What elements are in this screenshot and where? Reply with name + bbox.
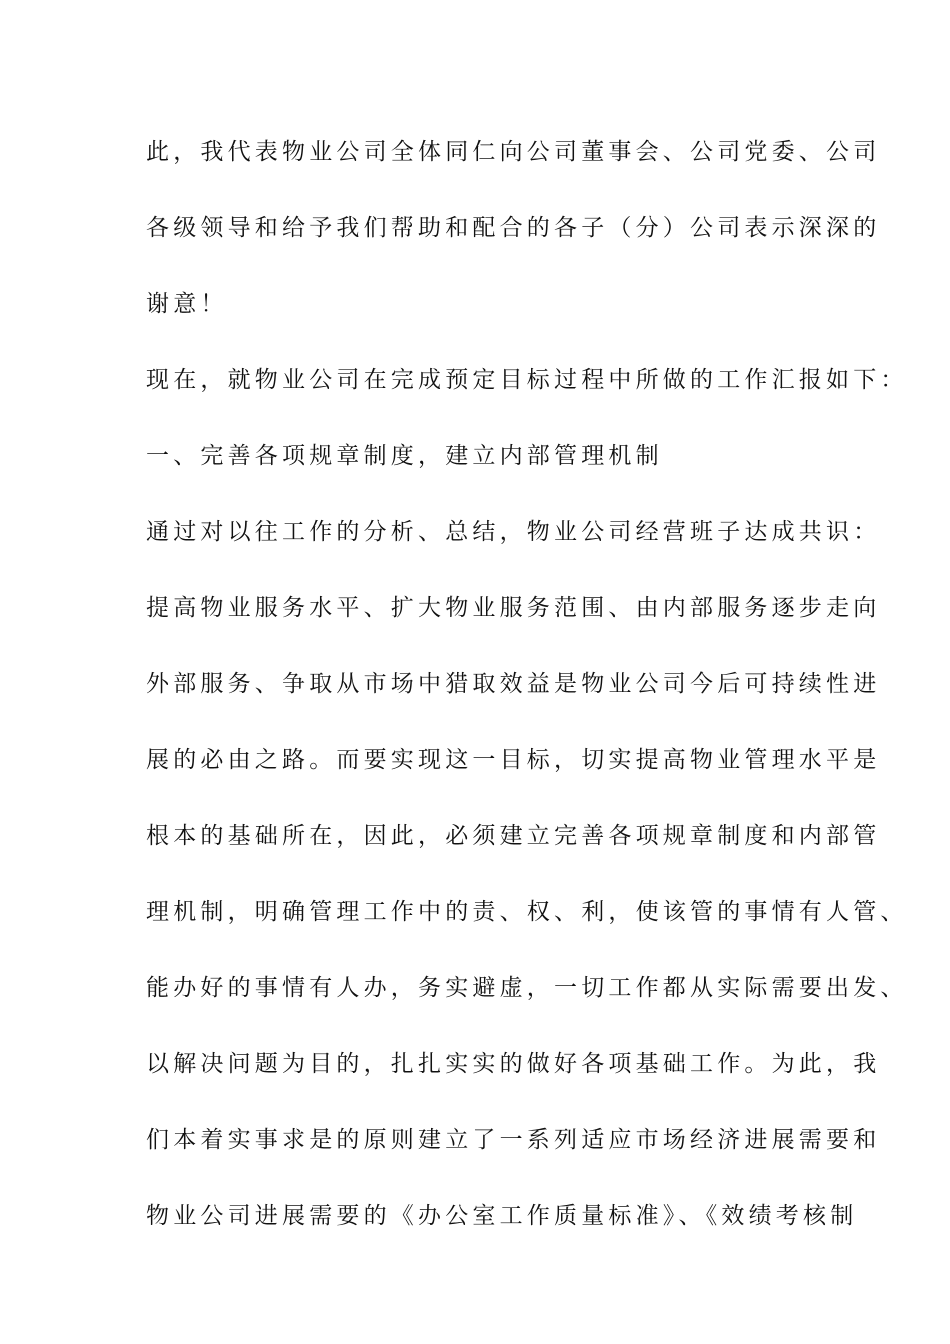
section-heading-1: 一、完善各项规章制度，建立内部管理机制 — [146, 443, 663, 469]
text-line-2: 各级领导和给予我们帮助和配合的各子（分）公司表示深深的 — [146, 215, 881, 241]
text-line-9: 展的必由之路。而要实现这一目标，切实提高物业管理水平是 — [146, 747, 881, 773]
text-line-15: 物业公司进展需要的《办公室工作质量标准》、《效绩考核制 — [146, 1203, 858, 1229]
text-line-4: 现在，就物业公司在完成预定目标过程中所做的工作汇报如下： — [146, 367, 908, 393]
body-text — [146, 132, 908, 1272]
text-line-13: 以解决问题为目的，扎扎实实的做好各项基础工作。为此，我 — [146, 1051, 881, 1077]
text-line-10: 根本的基础所在，因此，必须建立完善各项规章制度和内部管 — [146, 823, 881, 849]
text-line-3: 谢意！ — [146, 291, 228, 317]
text-line-6: 通过对以往工作的分析、总结，物业公司经营班子达成共识： — [146, 519, 881, 545]
text-line-1: 此，我代表物业公司全体同仁向公司董事会、公司党委、公司 — [146, 139, 881, 165]
text-line-14: 们本着实事求是的原则建立了一系列适应市场经济进展需要和 — [146, 1127, 881, 1153]
text-line-11: 理机制，明确管理工作中的责、权、利，使该管的事情有人管、 — [146, 899, 908, 925]
text-line-12: 能办好的事情有人办，务实避虚，一切工作都从实际需要出发、 — [146, 975, 908, 1001]
text-line-7: 提高物业服务水平、扩大物业服务范围、由内部服务逐步走向 — [146, 595, 881, 621]
text-line-8: 外部服务、争取从市场中猎取效益是物业公司今后可持续性进 — [146, 671, 881, 697]
